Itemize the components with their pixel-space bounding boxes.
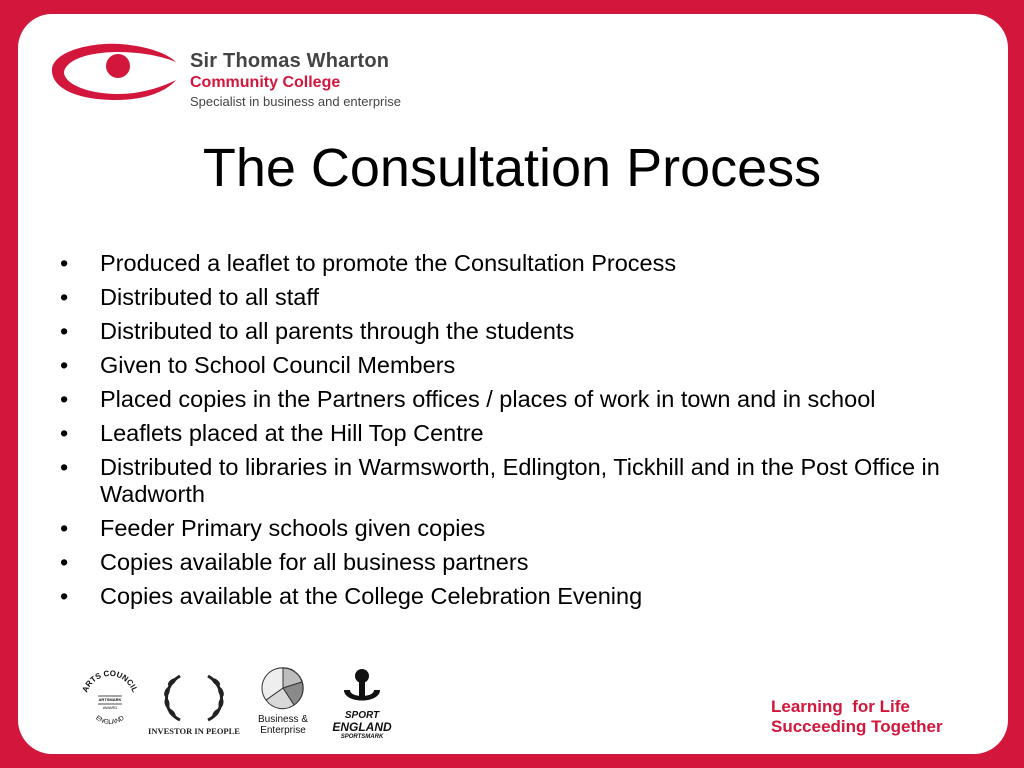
list-item: • Feeder Primary schools given copies bbox=[60, 515, 486, 541]
bullet-icon: • bbox=[60, 250, 69, 276]
business-enterprise-text: Business & Enterprise bbox=[257, 714, 309, 736]
bullet-icon: • bbox=[60, 515, 69, 541]
list-item: • Distributed to all staff bbox=[60, 284, 320, 310]
svg-text:ARTS COUNCIL bbox=[81, 669, 140, 694]
list-item: • Produced a leaflet to promote the Consultation Process bbox=[60, 250, 677, 276]
list-item: • Distributed to libraries in Warmsworth, Edlington, Tickhill and in the Post Office in Wadworth bbox=[60, 454, 940, 507]
slogan-line-1: Learning for Life bbox=[771, 697, 910, 716]
list-item: • Copies available at the College Celebration Evening bbox=[60, 583, 643, 609]
sport-england-text: SPORT ENGLAND SPORTSMARK bbox=[332, 710, 392, 740]
college-name: Sir Thomas Wharton bbox=[190, 50, 390, 72]
laurel-wreath-icon bbox=[140, 668, 248, 726]
bullet-icon: • bbox=[60, 549, 69, 575]
sport-england-figure-icon bbox=[328, 668, 396, 710]
bullet-icon: • bbox=[60, 386, 69, 412]
slogan-line-2: Succeeding Together bbox=[771, 717, 943, 736]
investor-in-people-logo bbox=[140, 668, 248, 740]
list-item: • Leaflets placed at the Hill Top Centre bbox=[60, 420, 484, 446]
bullet-icon: • bbox=[60, 352, 69, 378]
business-pie-icon bbox=[252, 664, 314, 714]
arts-council-logo-icon bbox=[78, 668, 142, 732]
bullet-icon: • bbox=[60, 284, 69, 310]
slide-title: The Consultation Process bbox=[202, 138, 822, 198]
award-text: AWARD bbox=[102, 705, 118, 710]
list-item: • Placed copies in the Partners offices / places of work in town and in school bbox=[60, 386, 876, 412]
bullet-icon: • bbox=[60, 583, 69, 609]
business-enterprise-logo bbox=[252, 664, 314, 744]
bullet-list bbox=[60, 250, 960, 617]
sport-england-logo bbox=[328, 668, 396, 744]
artsmark-text: ARTSMARK bbox=[98, 697, 122, 702]
college-subtitle: Community College bbox=[190, 74, 341, 91]
red-swoosh-logo-icon bbox=[44, 38, 184, 104]
arts-council-top-text: ARTS COUNCIL bbox=[80, 668, 140, 694]
bullet-icon: • bbox=[60, 318, 69, 344]
list-item: • Copies available for all business partners bbox=[60, 549, 529, 575]
svg-text:ENGLAND bbox=[94, 714, 126, 726]
bullet-icon: • bbox=[60, 454, 69, 480]
college-tagline: Specialist in business and enterprise bbox=[190, 94, 402, 109]
slogan bbox=[771, 697, 943, 737]
list-item: • Given to School Council Members bbox=[60, 352, 456, 378]
investor-in-people-text: INVESTOR IN PEOPLE bbox=[148, 726, 240, 736]
college-name-block bbox=[190, 50, 401, 110]
arts-council-bottom-text: ENGLAND bbox=[94, 714, 126, 727]
list-item: • Distributed to all parents through the students bbox=[60, 318, 575, 344]
bullet-icon: • bbox=[60, 420, 69, 446]
